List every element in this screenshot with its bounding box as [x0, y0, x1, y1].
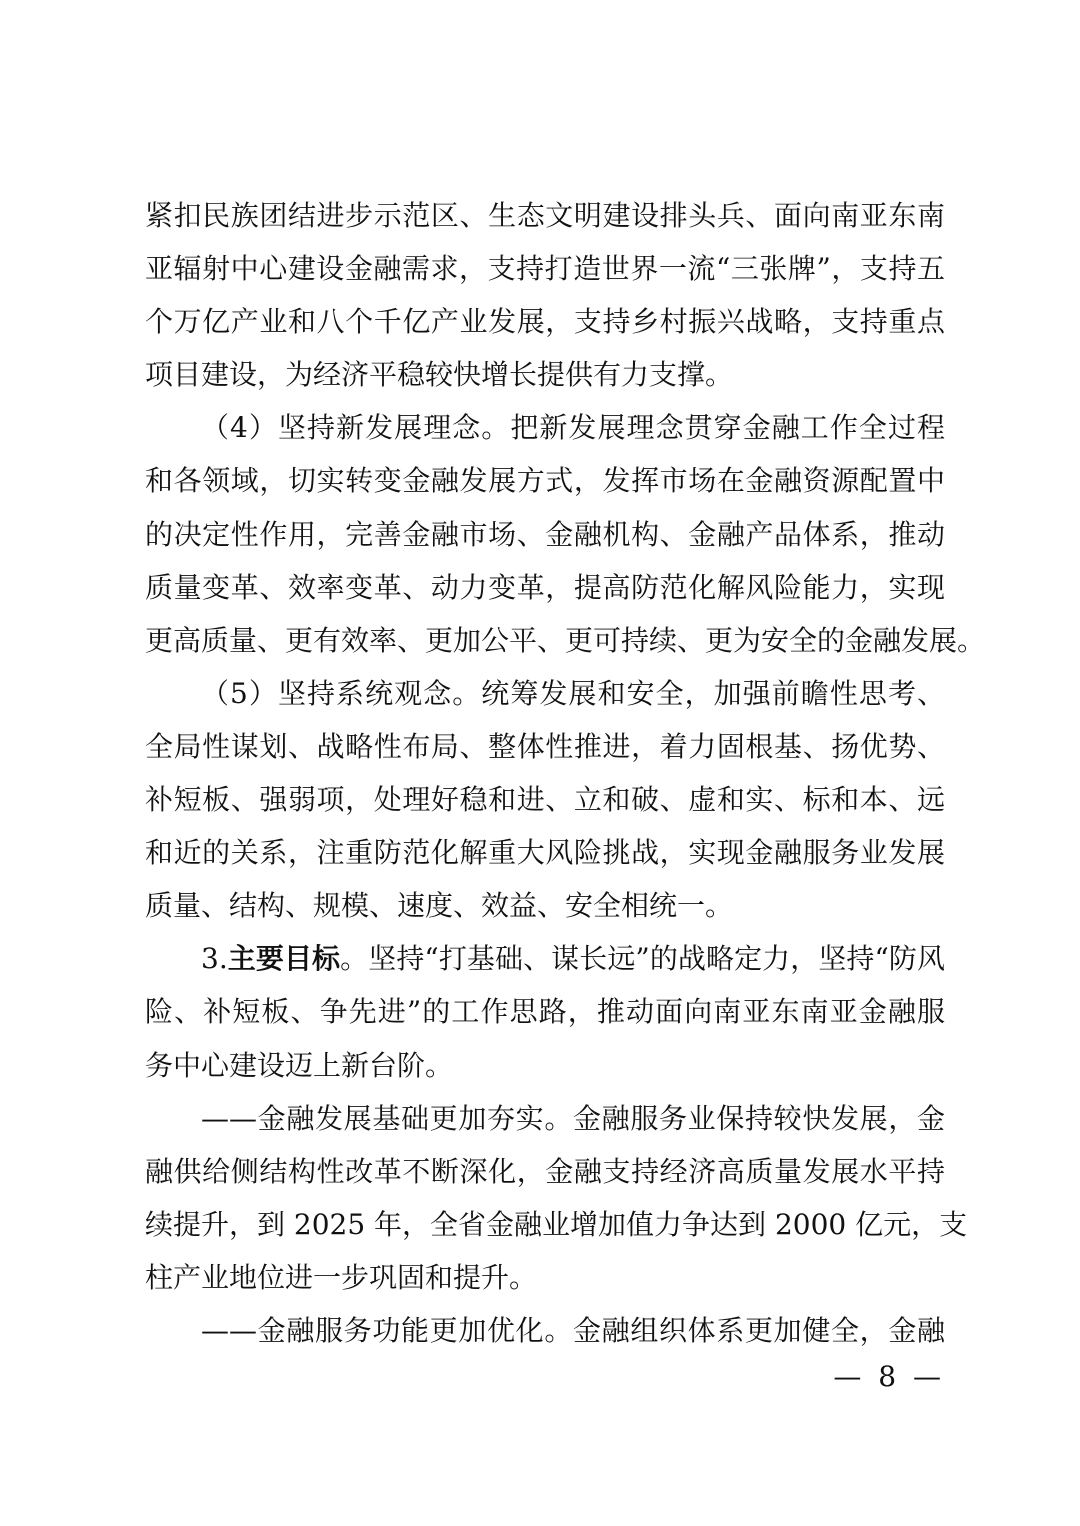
text-line: 险、补短板、争先进”的工作思路，推动面向南亚东南亚金融服	[145, 995, 945, 1029]
text-line: （4）坚持新发展理念。把新发展理念贯穿金融工作全过程	[201, 411, 945, 445]
text-line: 质量、结构、规模、速度、效益、安全相统一。	[145, 889, 734, 923]
goal-number: 3.	[201, 942, 228, 976]
text-line: 和近的关系，注重防范化解重大风险挑战，实现金融服务业发展	[145, 836, 945, 870]
text-line: 融供给侧结构性改革不断深化，金融支持经济高质量发展水平持	[145, 1154, 945, 1188]
goal-heading-line	[145, 932, 945, 985]
text-line: ——金融发展基础更加夯实。金融服务业保持较快发展，金	[201, 1101, 945, 1135]
text-line: 个万亿产业和八个千亿产业发展，支持乡村振兴战略，支持重点	[145, 305, 945, 339]
text-line: 项目建设，为经济平稳较快增长提供有力支撑。	[145, 358, 734, 392]
goal-text: 。坚持“打基础、谋长远”的战略定力，坚持“防风	[340, 942, 945, 976]
text-line: 柱产业地位进一步巩固和提升。	[145, 1260, 538, 1294]
text-line: 和各领域，切实转变金融发展方式，发挥市场在金融资源配置中	[145, 464, 945, 498]
text-line: （5）坚持系统观念。统筹发展和安全，加强前瞻性思考、	[201, 676, 945, 710]
text-line: 全局性谋划、战略性布局、整体性推进，着力固根基、扬优势、	[145, 729, 945, 763]
page-number: — 8 —	[833, 1360, 945, 1393]
text-line: 质量变革、效率变革、动力变革，提高防范化解风险能力，实现	[145, 570, 945, 604]
body-text	[145, 189, 986, 1357]
text-line: 务中心建设迈上新台阶。	[145, 1048, 454, 1082]
text-line: 的决定性作用，完善金融市场、金融机构、金融产品体系，推动	[145, 517, 945, 551]
text-line: 亚辐射中心建设金融需求，支持打造世界一流“三张牌”，支持五	[145, 252, 945, 286]
text-line: 补短板、强弱项，处理好稳和进、立和破、虚和实、标和本、远	[145, 783, 945, 817]
text-line: 更高质量、更有效率、更加公平、更可持续、更为安全的金融发展。	[145, 623, 986, 657]
text-line: 续提升，到 2025 年，全省金融业增加值力争达到 2000 亿元，支	[145, 1207, 968, 1241]
text-line: ——金融服务功能更加优化。金融组织体系更加健全，金融	[201, 1313, 945, 1347]
text-line: 紧扣民族团结进步示范区、生态文明建设排头兵、面向南亚东南	[145, 199, 945, 232]
goal-title: 主要目标	[227, 942, 341, 976]
